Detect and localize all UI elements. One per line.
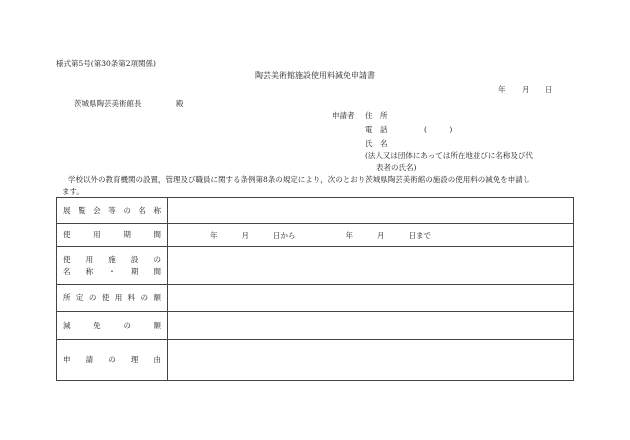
phone-parens: ( ) [424,125,453,134]
exhibition-name-field[interactable] [168,198,574,224]
addressee: 茨城県陶芸美術館長 [74,99,142,108]
phone-label: 電 話 [365,125,388,134]
date-day: 日 [545,85,553,94]
honorific: 殿 [176,99,184,108]
exemption-amount-field[interactable] [168,312,574,340]
table-row [57,340,574,381]
applicant-label: 申請者 [332,111,355,120]
label-spread: 展 覧 会 等 の 名 称 [63,205,161,215]
table-row [57,312,574,340]
label-spread: 申 請 の 理 由 [63,355,161,365]
table-row [57,224,574,247]
facility-name-period-field[interactable] [168,247,574,285]
usage-period-field[interactable] [168,224,574,247]
label-spread-line1: 使 用 施 設 の [63,255,161,265]
exhibition-name-label [57,198,168,224]
name-label: 氏 名 [365,139,388,148]
label-spread: 減 免 の 額 [63,320,161,330]
label-spread-line2: 名 称 ・ 期 間 [63,266,161,276]
applicant-note-line2: 表者の氏名) [376,163,417,172]
date-year: 年 [498,85,506,94]
exemption-amount-label [57,312,168,340]
date-month: 月 [522,85,530,94]
body-text-line2: ます。 [62,187,84,196]
form-number: 様式第5号(第30条第2項関係) [56,59,156,68]
application-table [56,197,574,381]
applicant-note-line1: (法人又は団体にあっては所在地並びに名称及び代 [365,151,533,160]
table-row [57,198,574,224]
label-spread: 所 定 の 使 用 料 の 額 [63,293,161,303]
body-text-line1: 学校以外の教育機関の設置，管理及び職員に関する条例第8条の規定により，次のとおり茨城県陶芸美術館の施設の使用料の減免を申請し [68,175,531,184]
fee-amount-label [57,285,168,312]
table-row [57,285,574,312]
usage-period-label [57,224,168,247]
fee-amount-field[interactable] [168,285,574,312]
facility-name-period-label [57,247,168,285]
address-label: 住 所 [365,111,388,120]
reason-field[interactable] [168,340,574,381]
period-text: 年 月 日から 年 月 日まで [210,230,431,240]
label-spread: 使 用 期 間 [63,230,161,240]
reason-label [57,340,168,381]
table-row [57,247,574,285]
document-title: 陶芸美術館施設使用料減免申請書 [255,71,375,80]
